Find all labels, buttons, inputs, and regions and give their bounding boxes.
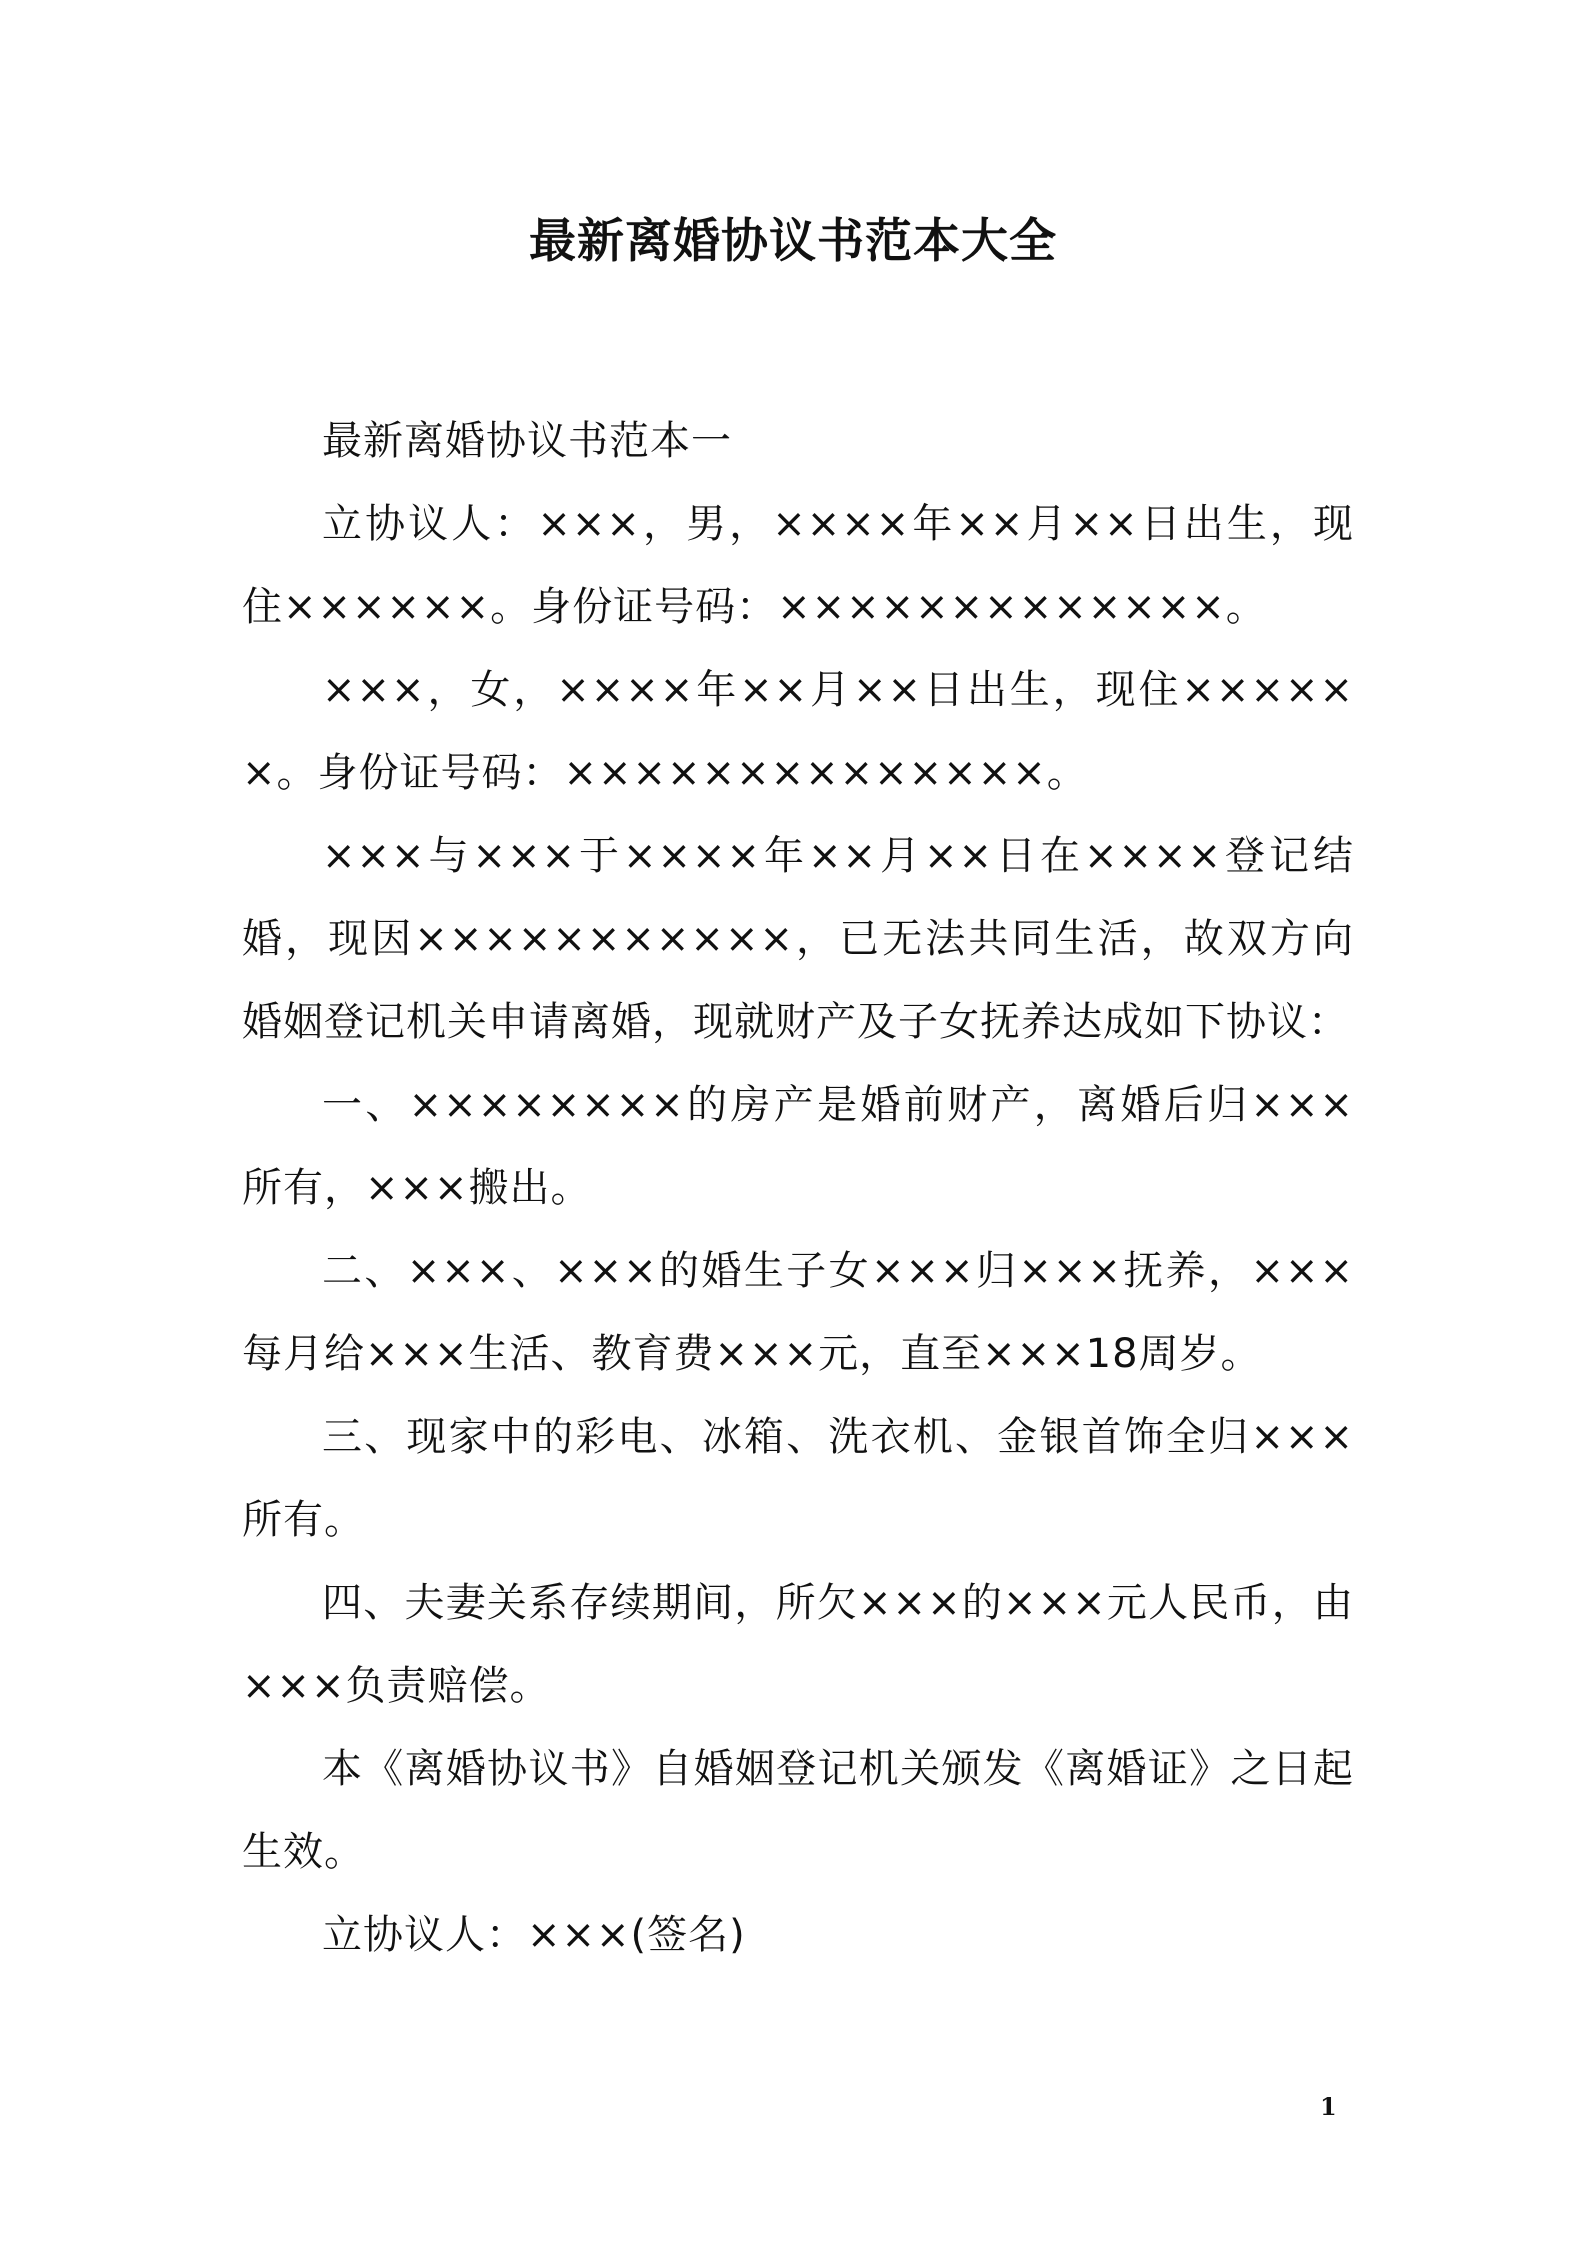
paragraph-clause-1: 一、××××××××的房产是婚前财产，离婚后归×××所有，×××搬出。	[242, 1082, 1354, 1211]
paragraph-party-female: ×××，女，××××年××月××日出生，现住××××××。身份证号码：××××××××××××××。	[242, 667, 1354, 796]
paragraph-clause-3: 三、现家中的彩电、冰箱、洗衣机、金银首饰全归×××所有。	[242, 1414, 1354, 1543]
paragraph-clause-4: 四、夫妻关系存续期间，所欠×××的×××元人民币，由×××负责赔偿。	[242, 1580, 1354, 1709]
paragraph-marriage-background: ×××与×××于××××年××月××日在××××登记结婚，现因×××××××××××，已无法共同生活，故双方向婚姻登记机关申请离婚，现就财产及子女抚养达成如下协议：	[242, 833, 1354, 1045]
paragraph-effective-date: 本《离婚协议书》自婚姻登记机关颁发《离婚证》之日起生效。	[242, 1746, 1354, 1875]
document-body	[242, 400, 1354, 1977]
document-title: 最新离婚协议书范本大全	[529, 214, 1057, 269]
section-heading: 最新离婚协议书范本一	[322, 418, 732, 464]
paragraph-party-male: 立协议人：×××，男，××××年××月××日出生，现住××××××。身份证号码：×××××××××××××。	[242, 501, 1354, 630]
paragraph-signature: 立协议人：×××(签名)	[322, 1912, 746, 1958]
page-number: 1	[1320, 2092, 1337, 2121]
paragraph-clause-2: 二、×××、×××的婚生子女×××归×××抚养，×××每月给×××生活、教育费×××元，直至×××18周岁。	[242, 1248, 1354, 1377]
